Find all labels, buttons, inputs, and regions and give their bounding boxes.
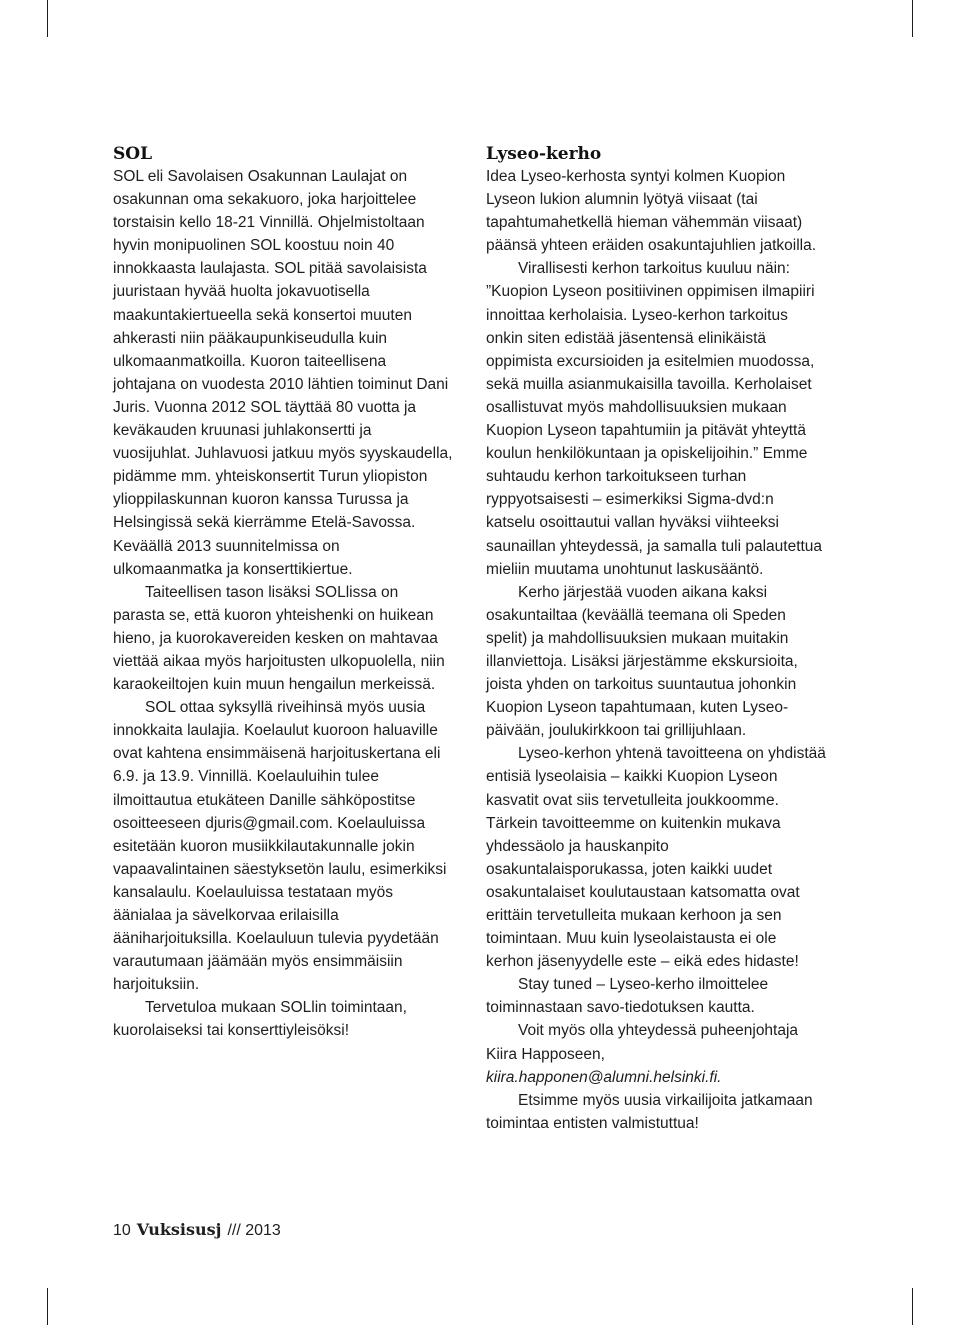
lyseo-kerho-article: [486, 143, 826, 1135]
sol-article: [113, 143, 453, 1043]
sol-heading: SOL: [113, 144, 153, 164]
lyseo-contact-paragraph: [486, 1019, 826, 1088]
lyseo-paragraph-3: Kerho järjestää vuoden aikana kaksi osakuntailtaa (keväällä teemana oli Speden spelit) ja mahdollisuuksien mukaan muitakin illanviettoja. Lisäksi järjestämme ekskursioita, joista yhden on tarkoitus suuntautua johonkin Kuopion Lyseon tapahtumaan, kuten Lyseo-päivään, joulukirkkoon tai grillijuhlaan.: [486, 583, 798, 740]
sol-paragraph-1: SOL eli Savolaisen Osakunnan Laulajat on osakunnan oma sekakuoro, joka harjoittelee torstaisin kello 18-21 Vinnillä. Ohjelmistoltaan hyvin monipuolinen SOL koostuu noin 40 innokkaasta laulajasta. SOL pitää savolaisista juuristaan hyvää huolta jokavuotisella maakuntakiertueella sekä konsertoi muuten ahkerasti niin pääkaupunkiseudulla kuin ulkomaanmatkoilla. Kuoron taiteellisena johtajana on vuodesta 2010 lähtien toiminut Dani Juris. Vuonna 2012 SOL täyttää 80 vuotta ja keväkauden kruunasi juhlakonsertti ja vuosijuhlat. Juhlavuosi jatkuu myös syyskaudella, pidämme mm. yhteiskonsertit Turun yliopiston ylioppilaskunnan kuoron kanssa Turussa ja Helsingissä sekä kierrämme Etelä-Savossa. Keväällä 2013 suunnitelmissa on ulkomaanmatka ja konserttikiertue.: [113, 168, 453, 578]
contact-intro: Voit myös olla yhteydessä puheenjohtaja: [518, 1022, 799, 1040]
contact-separator: ,: [600, 1045, 605, 1063]
lyseo-closing-paragraph: Etsimme myös uusia virkailijoita jatkamaan toimintaa entisten valmistuttua!: [486, 1091, 813, 1132]
lyseo-paragraph-5: Stay tuned – Lyseo-kerho ilmoittelee toiminnastaan savo-tiedotuksen kautta.: [486, 976, 769, 1017]
footer-separator: ///: [227, 1222, 241, 1239]
issue-year: 2013: [245, 1222, 281, 1239]
sol-paragraph-4: Tervetuloa mukaan SOLlin toimintaan, kuorolaiseksi tai konserttiyleisöksi!: [113, 999, 407, 1040]
sol-paragraph-2: Taiteellisen tason lisäksi SOLlissa on parasta se, että kuoron yhteishenki on huikean hieno, ja kuorokavereiden kesken on mahtavaa viettää aikaa myös harjoitusten ulkopuolella, niin karaokeiltojen kuin muun hengailun merkeissä.: [113, 583, 445, 694]
contact-name: Kiira Happoseen: [486, 1045, 601, 1063]
magazine-name: Vuksisusj: [136, 1220, 222, 1239]
lyseo-paragraph-2: Virallisesti kerhon tarkoitus kuuluu näin: ”Kuopion Lyseon positiivinen oppimisen ilmapiiri innoittaa kerholaisia. Lyseo-kerhon tarkoitus onkin siten edistää jäsentensä elinikäistä oppimista excursioiden ja esitelmien muodossa, sekä muilla asianmukaisilla tavoilla. Kerholaiset osallistuvat myös mahdollisuuksien mukaan Kuopion Lyseon tapahtumiin ja pitävät yhteyttä koulun henkilökuntaan ja opiskelijoihin.” Emme suhtaudu kerhon tarkoitukseen turhan ryppyotsaisesti – esimerkiksi Sigma-dvd:n katselu osoittautui vallan hyväksi viihteeksi saunaillan yhteydessä, ja samalla tuli palautettua mieliin muutama unohtunut laskusääntö.: [486, 260, 823, 578]
sol-paragraph-3: SOL ottaa syksyllä riveihinsä myös uusia innokkaita laulajia. Koelaulut kuoroon haluaville ovat kahtena ensimmäisenä harjoituskertana eli 6.9. ja 13.9. Vinnillä. Koelauluihin tulee ilmoittautua etukäteen Danille sähköpostitse osoitteeseen djuris@gmail.com. Koelauluissa esitetään kuoron musiikkilautakunnalle jokin vapaavalintainen säestyksetön laulu, esimerkiksi kansalaulu. Koelauluissa testataan myös äänialaa ja sävelkorvaa erilaisilla ääniharjoituksilla. Koelauluun tulevia pyydetään varautumaan jäämään myös ensimmäisiin harjoituksiin.: [113, 699, 447, 994]
crop-mark-top-left: [47, 0, 48, 37]
crop-mark-top-right: [912, 0, 913, 37]
crop-mark-bottom-right: [912, 1288, 913, 1325]
lyseo-paragraph-4: Lyseo-kerhon yhtenä tavoitteena on yhdistää entisiä lyseolaisia – kaikki Kuopion Lyseon kasvatit ovat siis tervetulleita joukkoomme. Tärkein tavoitteemme on kuitenkin mukava yhdessäolo ja hauskanpito osakuntalaisporukassa, joten kaikki uudet osakuntalaiset koulutaustaan katsomatta ovat erittäin tervetulleita mukaan kerhoon ja sen toimintaan. Muu kuin lyseolaistausta ei ole kerhon jäsenyydelle este – eikä edes hidaste!: [486, 745, 826, 971]
page-number: 10: [113, 1222, 131, 1239]
lyseo-paragraph-1: Idea Lyseo-kerhosta syntyi kolmen Kuopion Lyseon lukion alumnin lyötyä viisaat (tai tapahtumahetkellä hieman vähemmän viisaat) päänsä yhteen eräiden osakuntajuhlien jatkoilla.: [486, 168, 817, 255]
crop-mark-bottom-left: [47, 1288, 48, 1325]
lyseo-kerho-heading: Lyseo-kerho: [486, 144, 602, 164]
page-footer: [113, 1219, 281, 1242]
contact-email: kiira.happonen@alumni.helsinki.fi.: [486, 1068, 722, 1086]
